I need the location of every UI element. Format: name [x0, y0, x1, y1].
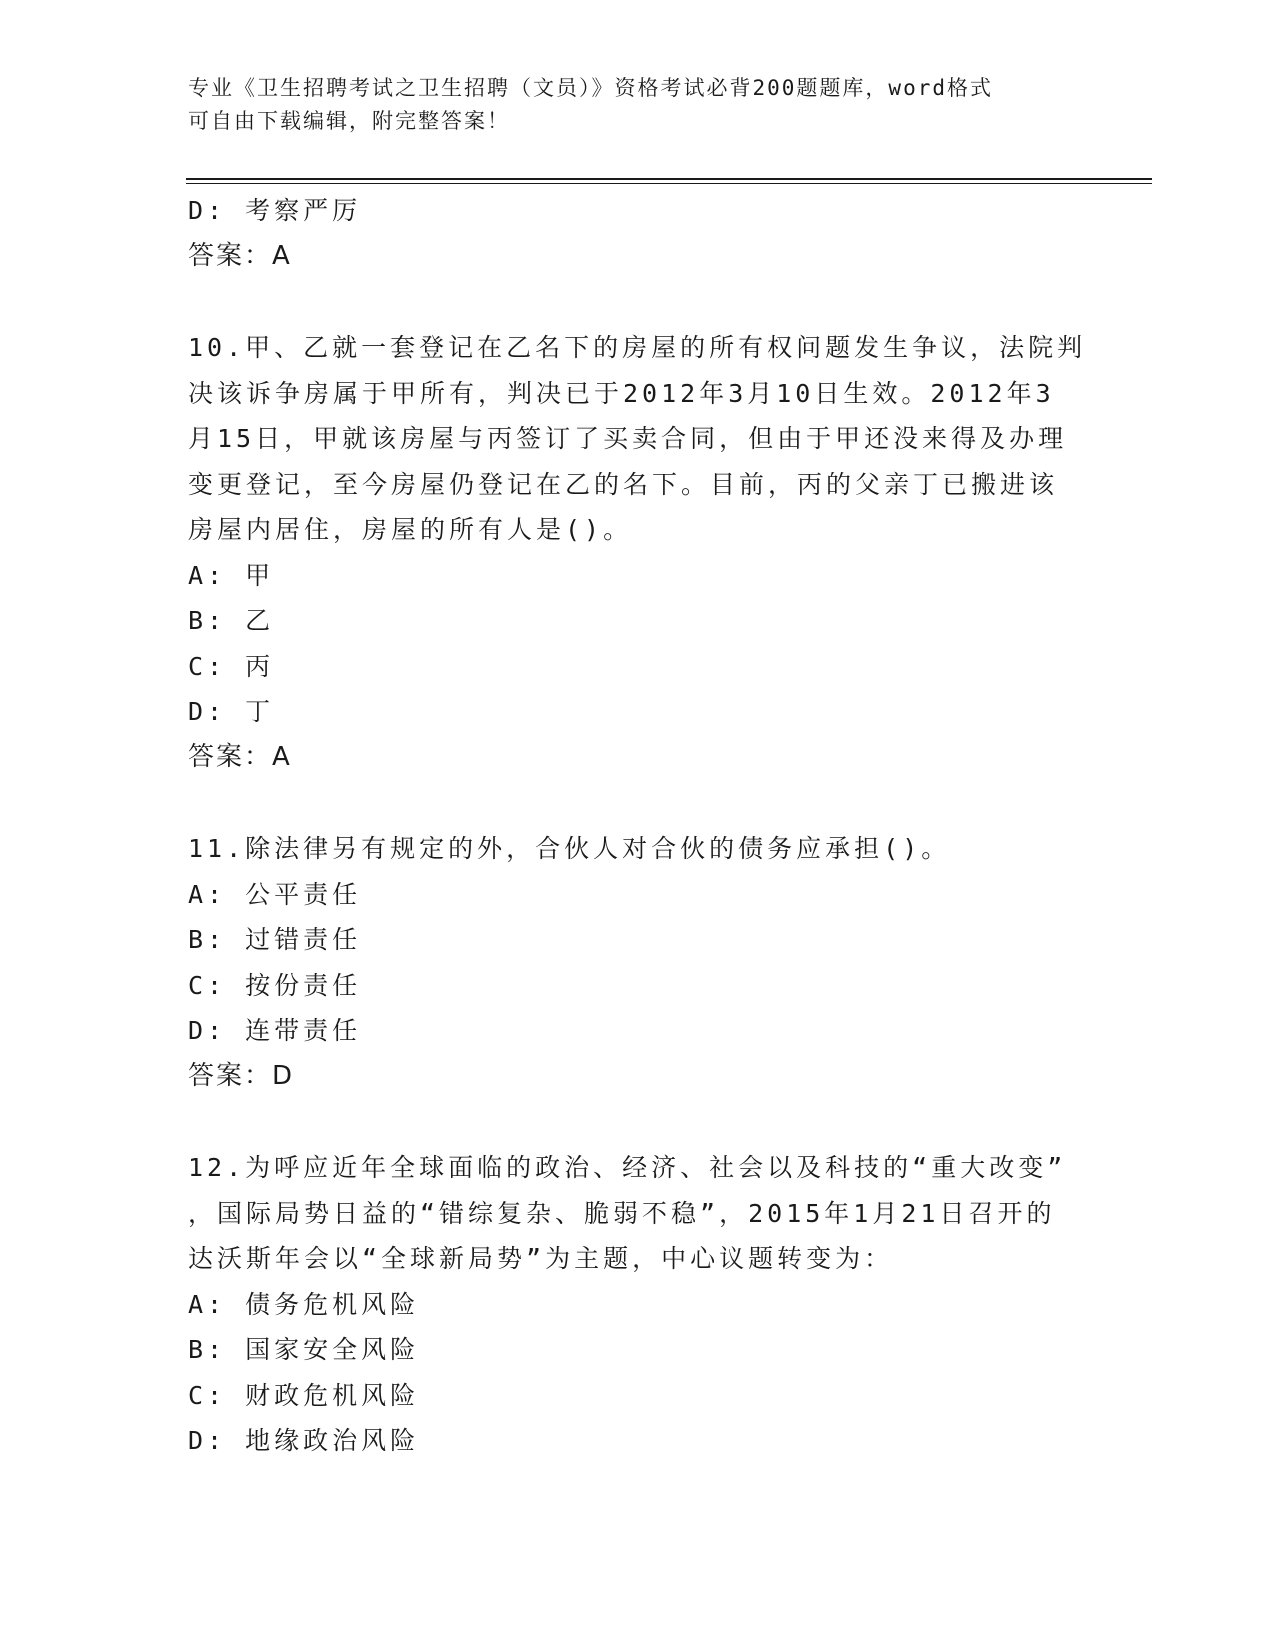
- question-stem-line: 12.为呼应近年全球面临的政治、经济、社会以及科技的“重大改变”: [188, 1153, 1067, 1182]
- option-c: C: 按份责任: [188, 970, 362, 1000]
- option-d: D: 考察严厉: [188, 196, 362, 225]
- option-d: D: 地缘政治风险: [188, 1426, 420, 1455]
- question-9-tail: [188, 188, 1088, 279]
- question-stem-line: 房屋内居住，房屋的所有人是()。: [188, 515, 633, 544]
- option-b: B: 乙: [188, 606, 275, 635]
- question-11: [188, 826, 1088, 1099]
- header-line-1: 专业《卫生招聘考试之卫生招聘（文员）》资格考试必背200题题库，word格式: [188, 76, 993, 100]
- option-c: C: 财政危机风险: [188, 1380, 420, 1410]
- header-line-2: 可自由下载编辑，附完整答案！: [188, 109, 510, 133]
- option-b: B: 过错责任: [188, 925, 362, 954]
- option-a: A: 公平责任: [188, 879, 362, 909]
- answer: 答案：A: [188, 741, 292, 772]
- option-a: A: 债务危机风险: [188, 1289, 420, 1319]
- spacer: [188, 780, 1088, 826]
- question-stem-line: 决该诉争房属于甲所有，判决已于2012年3月10日生效。2012年3: [188, 378, 1055, 408]
- option-d: D: 连带责任: [188, 1016, 362, 1045]
- question-stem-line: 变更登记，至今房屋仍登记在乙的名下。目前，丙的父亲丁已搬进该: [188, 469, 1059, 499]
- question-stem-line: 11.除法律另有规定的外，合伙人对合伙的债务应承担()。: [188, 834, 951, 863]
- spacer: [188, 1099, 1088, 1145]
- question-12: [188, 1145, 1088, 1464]
- header-rule-thin: [186, 183, 1152, 184]
- header-rule-thick: [186, 178, 1152, 180]
- option-c: C: 丙: [188, 651, 275, 681]
- option-d: D: 丁: [188, 697, 275, 726]
- document-header: [188, 72, 1068, 138]
- answer: 答案：A: [188, 240, 292, 271]
- question-stem-line: 月15日，甲就该房屋与丙签订了买卖合同，但由于甲还没来得及办理: [188, 424, 1068, 453]
- question-stem-line: 10.甲、乙就一套登记在乙名下的房屋的所有权问题发生争议，法院判: [188, 333, 1087, 362]
- question-stem-line: ，国际局势日益的“错综复杂、脆弱不稳”，2015年1月21日召开的: [188, 1198, 1056, 1228]
- spacer: [188, 279, 1088, 325]
- answer: 答案：D: [188, 1060, 295, 1091]
- option-a: A: 甲: [188, 560, 275, 590]
- question-10: [188, 325, 1088, 780]
- option-b: B: 国家安全风险: [188, 1335, 420, 1364]
- question-list: [188, 188, 1088, 1464]
- question-stem-line: 达沃斯年会以“全球新局势”为主题，中心议题转变为：: [188, 1244, 894, 1273]
